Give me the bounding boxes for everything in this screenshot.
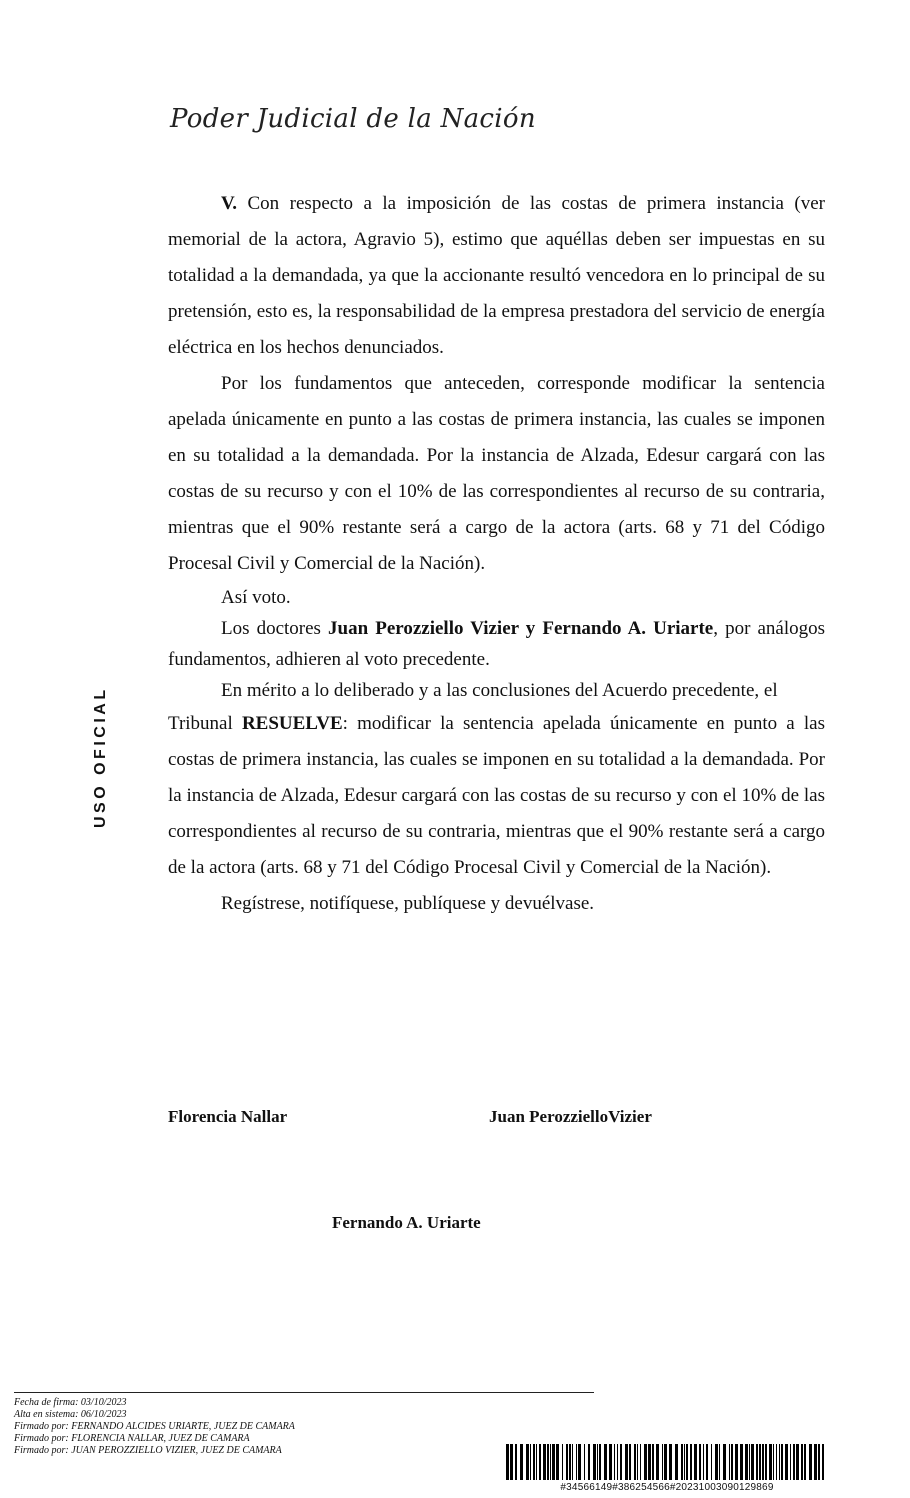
footer-signature-notes: [14, 1397, 295, 1457]
paragraph-text: Con respecto a la imposición de las costas de primera instancia (ver memorial de la actora, Agravio 5), estimo que aquéllas deben ser impuestas en su totalidad a la demandada, ya que la accionante resultó vencedora en lo principal de su pretensión, esto es, la responsabilidad de la empresa prestadora del servicio de energía eléctrica en los hechos denunciados.: [168, 193, 825, 358]
page-header-title: Poder Judicial de la Nación: [170, 104, 536, 134]
signature-left: Florencia Nallar: [168, 1107, 288, 1126]
paragraph-text: : modificar la sentencia apelada únicamente en punto a las costas de primera instancia, las cuales se imponen en su totalidad a la demandada. Por la instancia de Alzada, Edesur cargará con las costas de su recurso y con el 10% de las correspondientes al recurso de su contraria, mientras que el 90% restante será a cargo de la actora (arts. 68 y 71 del Código Procesal Civil y Comercial de la Nación).: [168, 713, 825, 878]
paragraph-text: , por análogos fundamentos, adhieren al voto precedente.: [168, 618, 826, 670]
footer-line: Alta en sistema: 06/10/2023: [14, 1409, 127, 1420]
paragraph-costas-primera-instancia: [168, 186, 825, 366]
signature-center: Fernando A. Uriarte: [332, 1213, 481, 1232]
paragraph-resuelve: [168, 706, 825, 886]
barcode-number: #34566149#386254566#20231003090129869: [560, 1482, 774, 1493]
signature-right: Juan PerozzielloVizier: [489, 1107, 652, 1126]
barcode-image: [506, 1444, 828, 1480]
document-body: [168, 186, 825, 922]
footer-line: Firmado por: JUAN PEROZZIELLO VIZIER, JUEZ DE CAMARA: [14, 1445, 282, 1456]
paragraph-merito: En mérito a lo deliberado y a las conclusiones del Acuerdo precedente, el: [221, 680, 778, 701]
resuelve-keyword: RESUELVE: [241, 713, 343, 734]
section-number: V.: [221, 193, 238, 214]
paragraph-text: Los doctores: [221, 618, 329, 639]
paragraph-text: Tribunal: [168, 713, 242, 734]
uso-oficial-label: USO OFICIAL: [92, 686, 109, 828]
paragraph-adhesion: [168, 613, 825, 675]
paragraph-asi-voto: Así voto.: [221, 587, 291, 608]
judges-names: Juan Perozziello Vizier y Fernando A. Uriarte: [328, 618, 714, 639]
paragraph-fundamentos: Por los fundamentos que anteceden, corresponde modificar la sentencia apelada únicamente en punto a las costas de primera instancia, las cuales se imponen en su totalidad a la demandada. Por la instancia de Alzada, Edesur cargará con las costas de su recurso y con el 10% de las correspondientes al recurso de su contraria, mientras que el 90% restante será a cargo de la actora (arts. 68 y 71 del Código Procesal Civil y Comercial de la Nación).: [168, 373, 825, 574]
footer-line: Fecha de firma: 03/10/2023: [14, 1397, 127, 1408]
paragraph-registrese: Regístrese, notifíquese, publíquese y devuélvase.: [221, 893, 595, 914]
footer-line: Firmado por: FLORENCIA NALLAR, JUEZ DE CAMARA: [14, 1433, 250, 1444]
footer-line: Firmado por: FERNANDO ALCIDES URIARTE, JUEZ DE CAMARA: [14, 1421, 295, 1432]
footer-divider: [14, 1392, 594, 1393]
